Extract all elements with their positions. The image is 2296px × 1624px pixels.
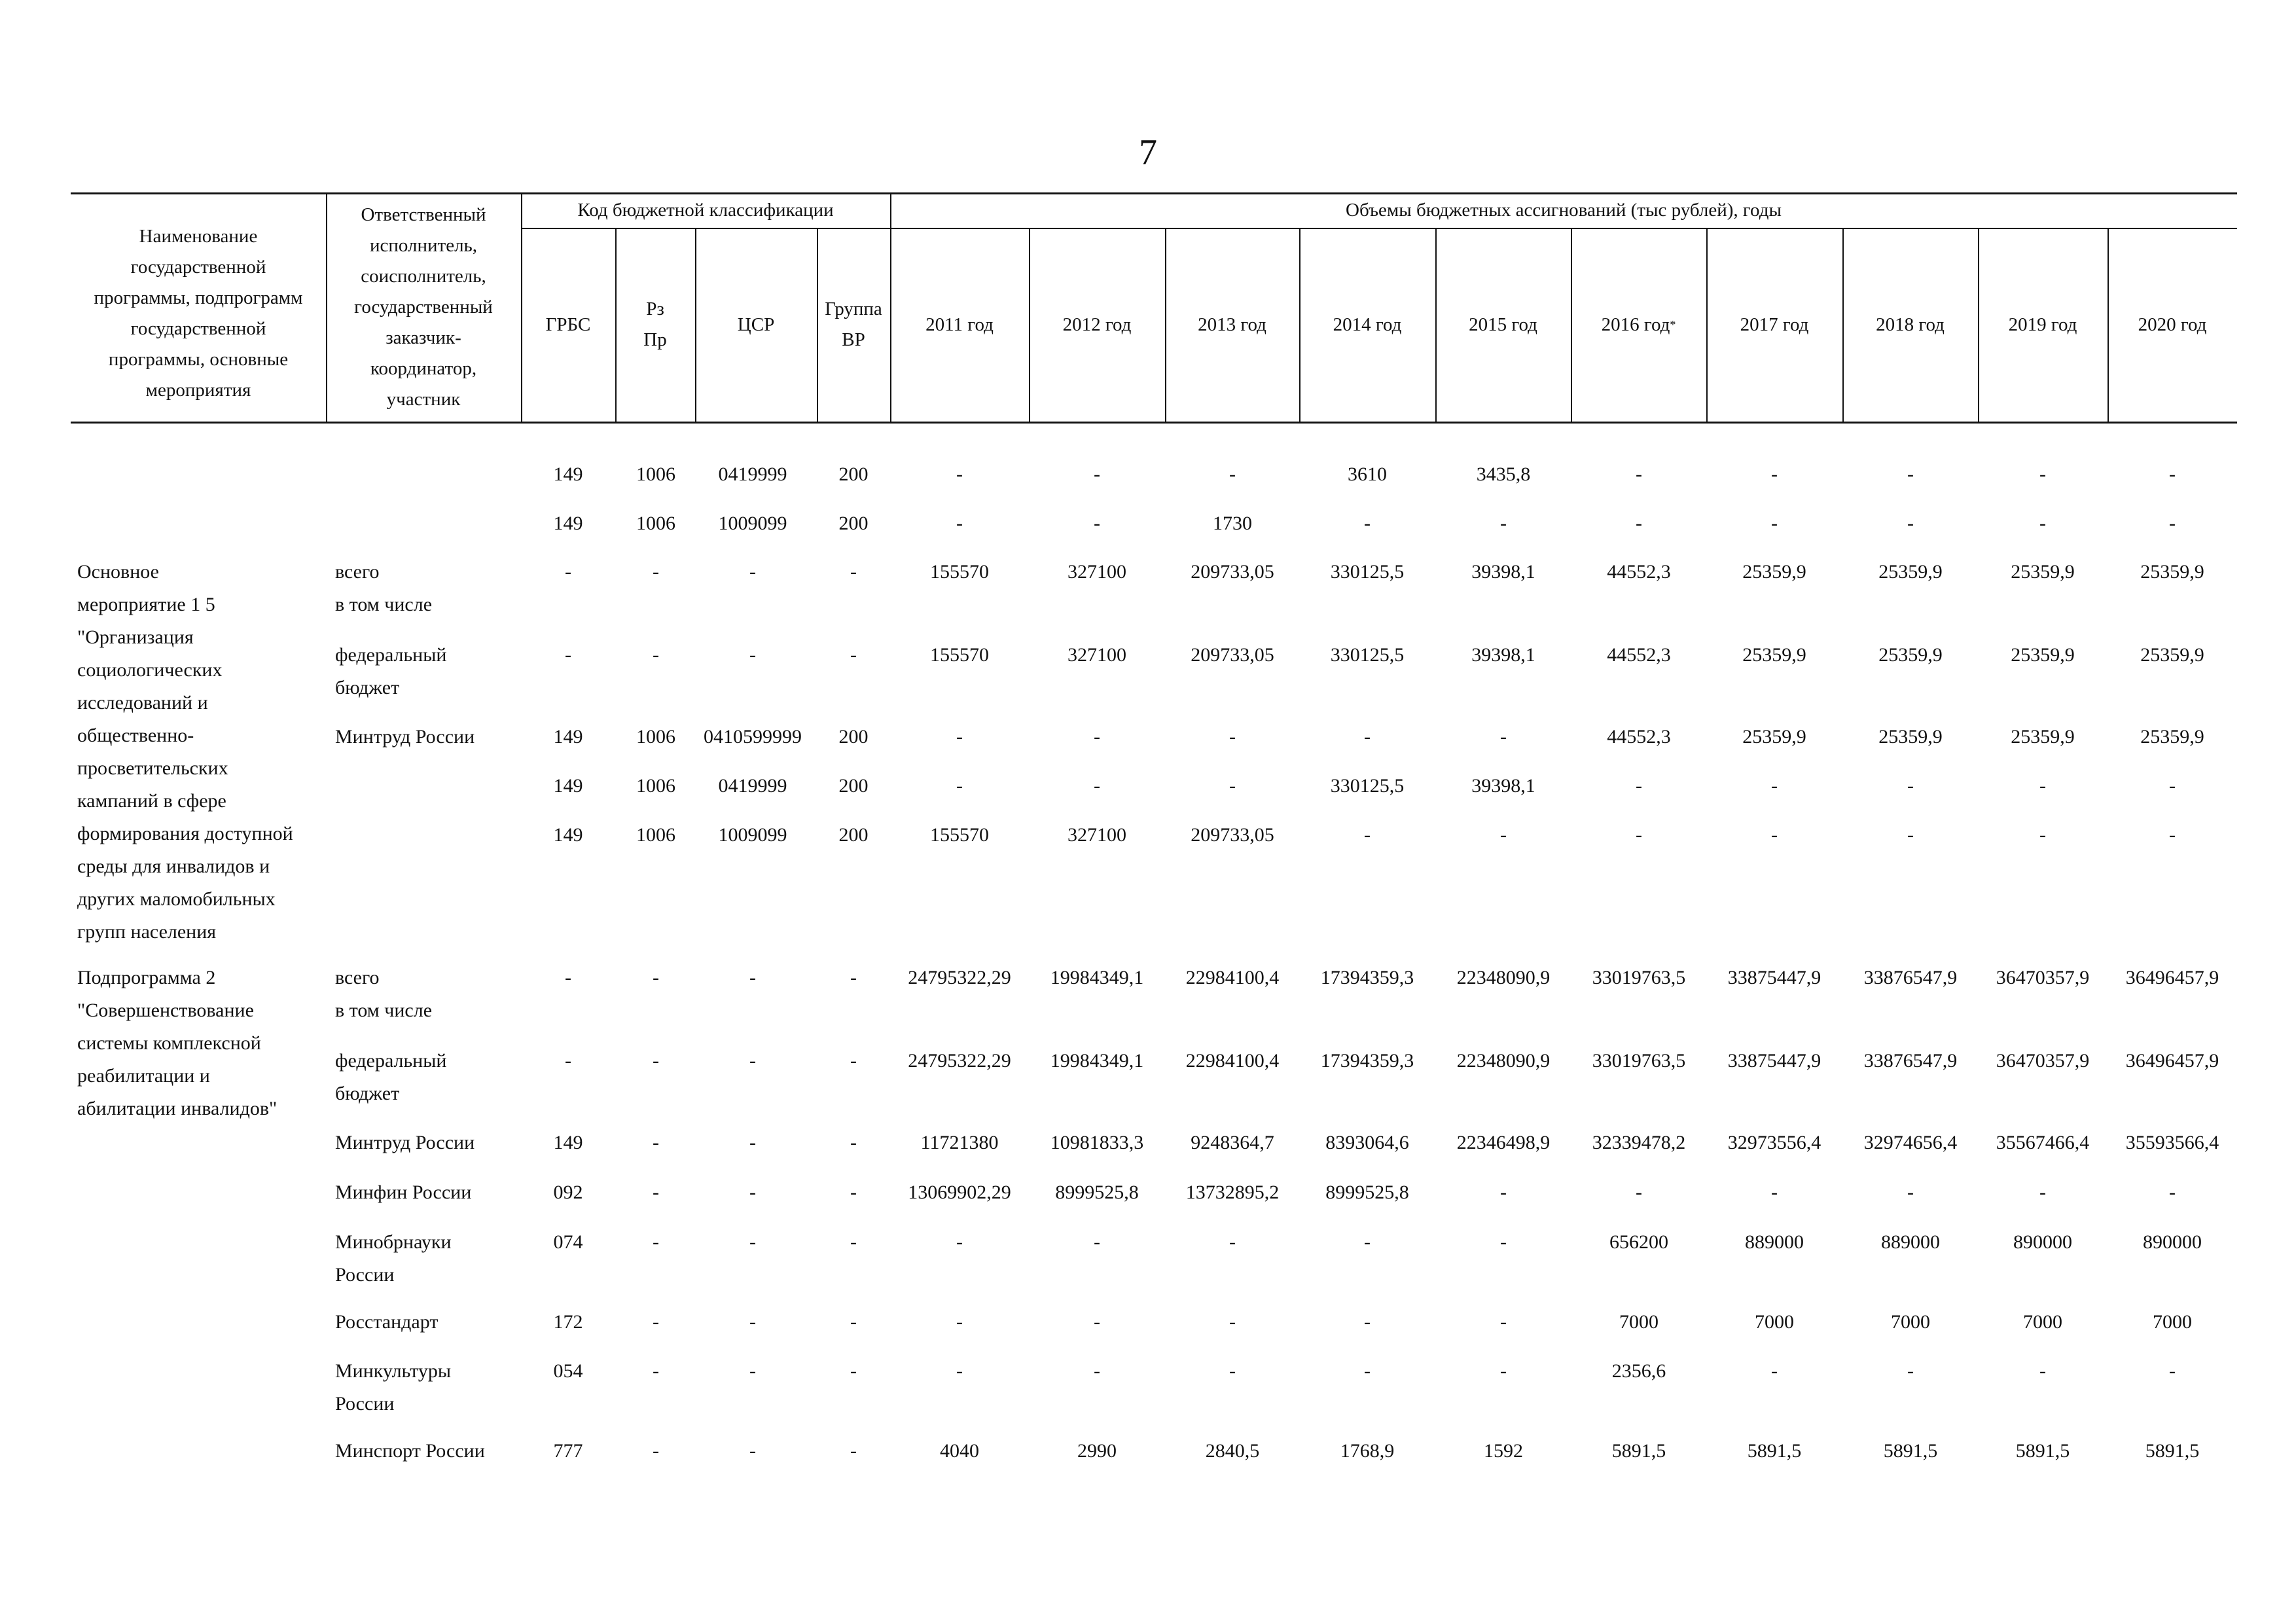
code-csr: 0419999 <box>718 775 787 797</box>
value-2012: 8999525,8 <box>1055 1182 1139 1203</box>
value-2011: 11721380 <box>920 1132 999 1153</box>
value-2017: 7000 <box>1755 1311 1794 1333</box>
header-name-column-line: государственной <box>130 257 266 278</box>
value-2017: 25359,9 <box>1742 726 1806 748</box>
header-rzpr <box>615 228 695 422</box>
responsible-line: федеральный <box>335 644 447 666</box>
responsible-line: всего <box>335 561 380 583</box>
header-rzpr-line: Рз <box>646 298 664 319</box>
code-rzpr: - <box>653 967 659 988</box>
code-csr: - <box>749 1050 756 1072</box>
value-2012: - <box>1094 1360 1100 1382</box>
value-2018: 889000 <box>1881 1231 1940 1253</box>
program-name-line: других маломобильных <box>77 888 276 910</box>
value-2015: 39398,1 <box>1471 561 1535 583</box>
value-2014: - <box>1364 1231 1371 1253</box>
value-2018: - <box>1907 1360 1914 1382</box>
value-2019: - <box>2039 1182 2046 1203</box>
code-grbs: - <box>565 644 571 666</box>
value-2018: 25359,9 <box>1878 726 1943 748</box>
value-2020: 7000 <box>2153 1311 2192 1333</box>
value-2017: - <box>1771 463 1778 485</box>
code-vr: - <box>850 1182 857 1203</box>
value-2014: 1768,9 <box>1340 1440 1395 1462</box>
value-2016: 44552,3 <box>1607 644 1671 666</box>
code-vr: 200 <box>838 513 869 534</box>
value-2012: - <box>1094 1311 1100 1333</box>
value-2016: 44552,3 <box>1607 561 1671 583</box>
code-grbs: 149 <box>553 513 583 534</box>
program-name-line: "Организация <box>77 626 194 648</box>
value-2018: 25359,9 <box>1878 561 1943 583</box>
header-name-column-line: Наименование <box>139 226 258 247</box>
code-rzpr: 1006 <box>636 775 675 797</box>
value-2015: - <box>1500 1182 1507 1203</box>
header-vr <box>817 228 890 422</box>
code-rzpr: - <box>653 1311 659 1333</box>
header-budget-code-group: Код бюджетной классификации <box>577 199 834 221</box>
code-vr: 200 <box>838 463 869 485</box>
value-2017: 889000 <box>1745 1231 1804 1253</box>
code-vr: - <box>850 1050 857 1072</box>
header-responsible-column-line: координатор, <box>370 357 477 379</box>
value-2016: 5891,5 <box>1611 1440 1666 1462</box>
value-2016: 7000 <box>1619 1311 1659 1333</box>
value-2015: - <box>1500 1360 1507 1382</box>
header-year-2012: 2012 год <box>1062 314 1132 335</box>
code-vr: - <box>850 1360 857 1382</box>
value-2018: 33876547,9 <box>1863 1050 1958 1072</box>
header-responsible-column-line: Ответственный <box>361 204 486 225</box>
value-2015: - <box>1500 1231 1507 1253</box>
code-vr: - <box>850 1440 857 1462</box>
value-2012: - <box>1094 775 1100 797</box>
value-2014: - <box>1364 513 1371 534</box>
responsible-line: Минтруд России <box>335 726 475 748</box>
code-rzpr: - <box>653 644 659 666</box>
value-2012: 19984349,1 <box>1050 1050 1144 1072</box>
value-2020: 36496457,9 <box>2125 1050 2219 1072</box>
code-csr: 1009099 <box>718 824 787 846</box>
value-2014: - <box>1364 1360 1371 1382</box>
value-2013: 22984100,4 <box>1185 967 1280 988</box>
code-rzpr: - <box>653 1231 659 1253</box>
code-rzpr: - <box>653 561 659 583</box>
program-name-line: Подпрограмма 2 <box>77 967 216 988</box>
value-2018: 5891,5 <box>1883 1440 1938 1462</box>
header-grbs: ГРБС <box>545 314 591 335</box>
value-2015: 3435,8 <box>1476 463 1531 485</box>
value-2012: - <box>1094 1231 1100 1253</box>
code-grbs: - <box>565 561 571 583</box>
header-year-2019: 2019 год <box>2008 314 2077 335</box>
value-2019: 890000 <box>2013 1231 2072 1253</box>
value-2019: 25359,9 <box>2011 726 2075 748</box>
value-2013: 1730 <box>1213 513 1252 534</box>
value-2020: - <box>2169 824 2176 846</box>
value-2019: 5891,5 <box>2015 1440 2070 1462</box>
value-2017: 32973556,4 <box>1727 1132 1821 1153</box>
value-2013: 209733,05 <box>1191 644 1274 666</box>
responsible-line: Минтруд России <box>335 1132 475 1153</box>
value-2019: 36470357,9 <box>1996 1050 2090 1072</box>
value-2012: 327100 <box>1067 644 1126 666</box>
header-name-column <box>71 206 326 422</box>
value-2020: 890000 <box>2143 1231 2202 1253</box>
responsible-line: России <box>335 1393 395 1415</box>
value-2015: 22348090,9 <box>1456 967 1551 988</box>
header-vr-line: ВР <box>842 329 865 350</box>
program-name-line: общественно- <box>77 725 194 746</box>
code-vr: - <box>850 1231 857 1253</box>
responsible-line: федеральный <box>335 1050 447 1072</box>
value-2018: 33876547,9 <box>1863 967 1958 988</box>
code-grbs: - <box>565 967 571 988</box>
program-name-line: исследований и <box>77 692 208 713</box>
value-2020: - <box>2169 775 2176 797</box>
header-year-2018: 2018 год <box>1876 314 1945 335</box>
code-grbs: 092 <box>553 1182 583 1203</box>
value-2017: - <box>1771 824 1778 846</box>
value-2018: 32974656,4 <box>1863 1132 1958 1153</box>
code-rzpr: 1006 <box>636 463 675 485</box>
value-2019: 25359,9 <box>2011 644 2075 666</box>
value-2011: - <box>956 513 963 534</box>
code-grbs: 149 <box>553 1132 583 1153</box>
value-2015: 39398,1 <box>1471 775 1535 797</box>
code-rzpr: - <box>653 1360 659 1382</box>
header-year-2014: 2014 год <box>1333 314 1402 335</box>
code-vr: - <box>850 561 857 583</box>
value-2017: 33875447,9 <box>1727 967 1821 988</box>
value-2012: 10981833,3 <box>1050 1132 1144 1153</box>
value-2019: - <box>2039 775 2046 797</box>
responsible-line: бюджет <box>335 677 400 698</box>
value-2014: 17394359,3 <box>1320 1050 1414 1072</box>
value-2011: - <box>956 1311 963 1333</box>
code-csr: - <box>749 967 756 988</box>
code-grbs: 054 <box>553 1360 583 1382</box>
header-rzpr-line: Пр <box>643 329 667 350</box>
value-2019: - <box>2039 824 2046 846</box>
header-responsible-column-line: участник <box>386 388 461 410</box>
code-csr: - <box>749 1311 756 1333</box>
value-2016: 33019763,5 <box>1592 1050 1686 1072</box>
value-2020: - <box>2169 463 2176 485</box>
program-name-line: мероприятие 1 5 <box>77 594 215 615</box>
value-2017: 25359,9 <box>1742 561 1806 583</box>
value-2011: - <box>956 1360 963 1382</box>
value-2011: - <box>956 726 963 748</box>
value-2020: 35593566,4 <box>2125 1132 2219 1153</box>
code-csr: - <box>749 1360 756 1382</box>
header-responsible-column <box>326 192 521 422</box>
code-rzpr: 1006 <box>636 824 675 846</box>
value-2015: - <box>1500 513 1507 534</box>
value-2013: 2840,5 <box>1205 1440 1260 1462</box>
value-2017: 5891,5 <box>1747 1440 1802 1462</box>
header-year-2017: 2017 год <box>1740 314 1809 335</box>
header-name-column-line: мероприятия <box>145 380 251 401</box>
code-csr: - <box>749 1182 756 1203</box>
code-grbs: - <box>565 1050 571 1072</box>
value-2011: 155570 <box>930 824 989 846</box>
value-2018: 25359,9 <box>1878 644 1943 666</box>
header-name-column-line: программы, подпрограмм <box>94 287 303 308</box>
header-appropriations-group: Объемы бюджетных ассигнований (тыс рублей), годы <box>1346 199 1782 221</box>
program-name-line: кампаний в сфере <box>77 790 226 812</box>
value-2011: - <box>956 775 963 797</box>
value-2017: - <box>1771 513 1778 534</box>
responsible-line: Минкультуры <box>335 1360 451 1382</box>
value-2013: - <box>1229 726 1236 748</box>
value-2014: 330125,5 <box>1330 775 1405 797</box>
value-2017: 25359,9 <box>1742 644 1806 666</box>
value-2013: 22984100,4 <box>1185 1050 1280 1072</box>
value-2014: 8393064,6 <box>1325 1132 1409 1153</box>
value-2014: 330125,5 <box>1330 644 1405 666</box>
code-grbs: 149 <box>553 463 583 485</box>
header-responsible-column-line: соисполнитель, <box>361 265 486 287</box>
code-rzpr: - <box>653 1440 659 1462</box>
value-2011: 155570 <box>930 561 989 583</box>
header-year-2013: 2013 год <box>1198 314 1266 335</box>
value-2011: 24795322,29 <box>908 967 1011 988</box>
header-responsible-column-line: исполнитель, <box>369 234 478 256</box>
header-bottom-rule <box>71 422 2237 424</box>
header-name-column-line: государственной <box>130 318 266 339</box>
value-2012: 2990 <box>1077 1440 1117 1462</box>
value-2014: - <box>1364 1311 1371 1333</box>
code-csr: - <box>749 1132 756 1153</box>
value-2012: - <box>1094 726 1100 748</box>
value-2014: 330125,5 <box>1330 561 1405 583</box>
value-2013: 13732895,2 <box>1185 1182 1280 1203</box>
value-2013: - <box>1229 1231 1236 1253</box>
value-2019: - <box>2039 463 2046 485</box>
program-name-line: реабилитации и <box>77 1065 210 1087</box>
value-2013: - <box>1229 1360 1236 1382</box>
value-2012: - <box>1094 463 1100 485</box>
value-2013: - <box>1229 775 1236 797</box>
value-2016: 32339478,2 <box>1592 1132 1686 1153</box>
value-2016: - <box>1636 463 1642 485</box>
responsible-line: всего <box>335 967 380 988</box>
code-csr: - <box>749 1231 756 1253</box>
value-2014: 8999525,8 <box>1325 1182 1409 1203</box>
header-year-2020: 2020 год <box>2138 314 2207 335</box>
value-2016: - <box>1636 513 1642 534</box>
value-2011: 155570 <box>930 644 989 666</box>
header-vr-line: Группа <box>825 298 882 319</box>
header-responsible-column-line: заказчик- <box>386 327 461 348</box>
value-2016: - <box>1636 775 1642 797</box>
value-2020: 25359,9 <box>2140 561 2204 583</box>
code-rzpr: 1006 <box>636 726 675 748</box>
value-2017: - <box>1771 1182 1778 1203</box>
value-2011: - <box>956 1231 963 1253</box>
program-name-line: "Совершенствование <box>77 1000 254 1021</box>
value-2020: 25359,9 <box>2140 644 2204 666</box>
program-name-line: Основное <box>77 561 159 583</box>
value-2015: 22346498,9 <box>1456 1132 1551 1153</box>
header-csr: ЦСР <box>737 314 775 335</box>
value-2016: 2356,6 <box>1611 1360 1666 1382</box>
value-2018: - <box>1907 463 1914 485</box>
code-grbs: 172 <box>553 1311 583 1333</box>
value-2019: 7000 <box>2023 1311 2062 1333</box>
header-year-2016: 2016 год * <box>1601 314 1676 335</box>
value-2016: 656200 <box>1609 1231 1668 1253</box>
header-name-column-line: программы, основные <box>108 349 289 370</box>
code-vr: 200 <box>838 824 869 846</box>
responsible-line: Минспорт России <box>335 1440 485 1462</box>
code-grbs: 777 <box>553 1440 583 1462</box>
code-rzpr: - <box>653 1132 659 1153</box>
value-2020: 36496457,9 <box>2125 967 2219 988</box>
code-csr: 1009099 <box>718 513 787 534</box>
code-csr: 0410599999 <box>704 726 802 748</box>
program-name-line: групп населения <box>77 921 217 943</box>
value-2014: 3610 <box>1348 463 1387 485</box>
responsible-line: бюджет <box>335 1083 400 1104</box>
value-2011: 4040 <box>940 1440 979 1462</box>
page-number: 7 <box>1139 132 1157 173</box>
value-2015: - <box>1500 726 1507 748</box>
value-2016: 33019763,5 <box>1592 967 1686 988</box>
code-csr: - <box>749 644 756 666</box>
program-name-line: среды для инвалидов и <box>77 856 270 877</box>
responsible-line: в том числе <box>335 594 433 615</box>
value-2019: - <box>2039 513 2046 534</box>
value-2016: - <box>1636 824 1642 846</box>
value-2019: - <box>2039 1360 2046 1382</box>
value-2016: 44552,3 <box>1607 726 1671 748</box>
value-2012: 327100 <box>1067 561 1126 583</box>
responsible-line: Минфин России <box>335 1182 472 1203</box>
code-csr: 0419999 <box>718 463 787 485</box>
value-2018: - <box>1907 775 1914 797</box>
responsible-line: в том числе <box>335 1000 433 1021</box>
program-name-line: формирования доступной <box>77 823 293 844</box>
value-2014: - <box>1364 726 1371 748</box>
code-grbs: 149 <box>553 775 583 797</box>
code-rzpr: - <box>653 1050 659 1072</box>
header-year-2011: 2011 год <box>925 314 994 335</box>
value-2012: - <box>1094 513 1100 534</box>
code-vr: - <box>850 1132 857 1153</box>
code-grbs: 074 <box>553 1231 583 1253</box>
value-2013: - <box>1229 463 1236 485</box>
code-vr: - <box>850 644 857 666</box>
program-name-line: просветительских <box>77 757 228 779</box>
value-2020: 5891,5 <box>2145 1440 2200 1462</box>
value-2020: - <box>2169 513 2176 534</box>
responsible-line: России <box>335 1264 395 1286</box>
value-2011: 13069902,29 <box>908 1182 1011 1203</box>
code-rzpr: 1006 <box>636 513 675 534</box>
code-csr: - <box>749 561 756 583</box>
value-2018: - <box>1907 513 1914 534</box>
value-2018: - <box>1907 824 1914 846</box>
responsible-line: Минобрнауки <box>335 1231 452 1253</box>
value-2018: - <box>1907 1182 1914 1203</box>
program-name-line: абилитации инвалидов" <box>77 1098 278 1119</box>
value-2012: 19984349,1 <box>1050 967 1144 988</box>
value-2019: 35567466,4 <box>1996 1132 2090 1153</box>
value-2011: 24795322,29 <box>908 1050 1011 1072</box>
program-name-line: системы комплексной <box>77 1032 261 1054</box>
value-2013: 209733,05 <box>1191 824 1274 846</box>
value-2019: 25359,9 <box>2011 561 2075 583</box>
value-2020: 25359,9 <box>2140 726 2204 748</box>
value-2015: 22348090,9 <box>1456 1050 1551 1072</box>
header-year-2015: 2015 год <box>1469 314 1537 335</box>
value-2015: - <box>1500 1311 1507 1333</box>
code-grbs: 149 <box>553 824 583 846</box>
value-2015: 39398,1 <box>1471 644 1535 666</box>
responsible-line: Росстандарт <box>335 1311 439 1333</box>
code-vr: - <box>850 1311 857 1333</box>
value-2013: - <box>1229 1311 1236 1333</box>
value-2013: 9248364,7 <box>1191 1132 1274 1153</box>
code-grbs: 149 <box>553 726 583 748</box>
value-2017: 33875447,9 <box>1727 1050 1821 1072</box>
program-name-line: социологических <box>77 659 223 681</box>
value-2020: - <box>2169 1360 2176 1382</box>
value-2017: - <box>1771 1360 1778 1382</box>
code-vr: 200 <box>838 726 869 748</box>
value-2013: 209733,05 <box>1191 561 1274 583</box>
value-2018: 7000 <box>1891 1311 1930 1333</box>
value-2015: 1592 <box>1484 1440 1523 1462</box>
code-vr: - <box>850 967 857 988</box>
value-2019: 36470357,9 <box>1996 967 2090 988</box>
value-2015: - <box>1500 824 1507 846</box>
code-vr: 200 <box>838 775 869 797</box>
code-csr: - <box>749 1440 756 1462</box>
value-2017: - <box>1771 775 1778 797</box>
value-2012: 327100 <box>1067 824 1126 846</box>
value-2014: - <box>1364 824 1371 846</box>
value-2016: - <box>1636 1182 1642 1203</box>
value-2020: - <box>2169 1182 2176 1203</box>
header-responsible-column-line: государственный <box>354 296 493 317</box>
value-2011: - <box>956 463 963 485</box>
value-2014: 17394359,3 <box>1320 967 1414 988</box>
code-rzpr: - <box>653 1182 659 1203</box>
